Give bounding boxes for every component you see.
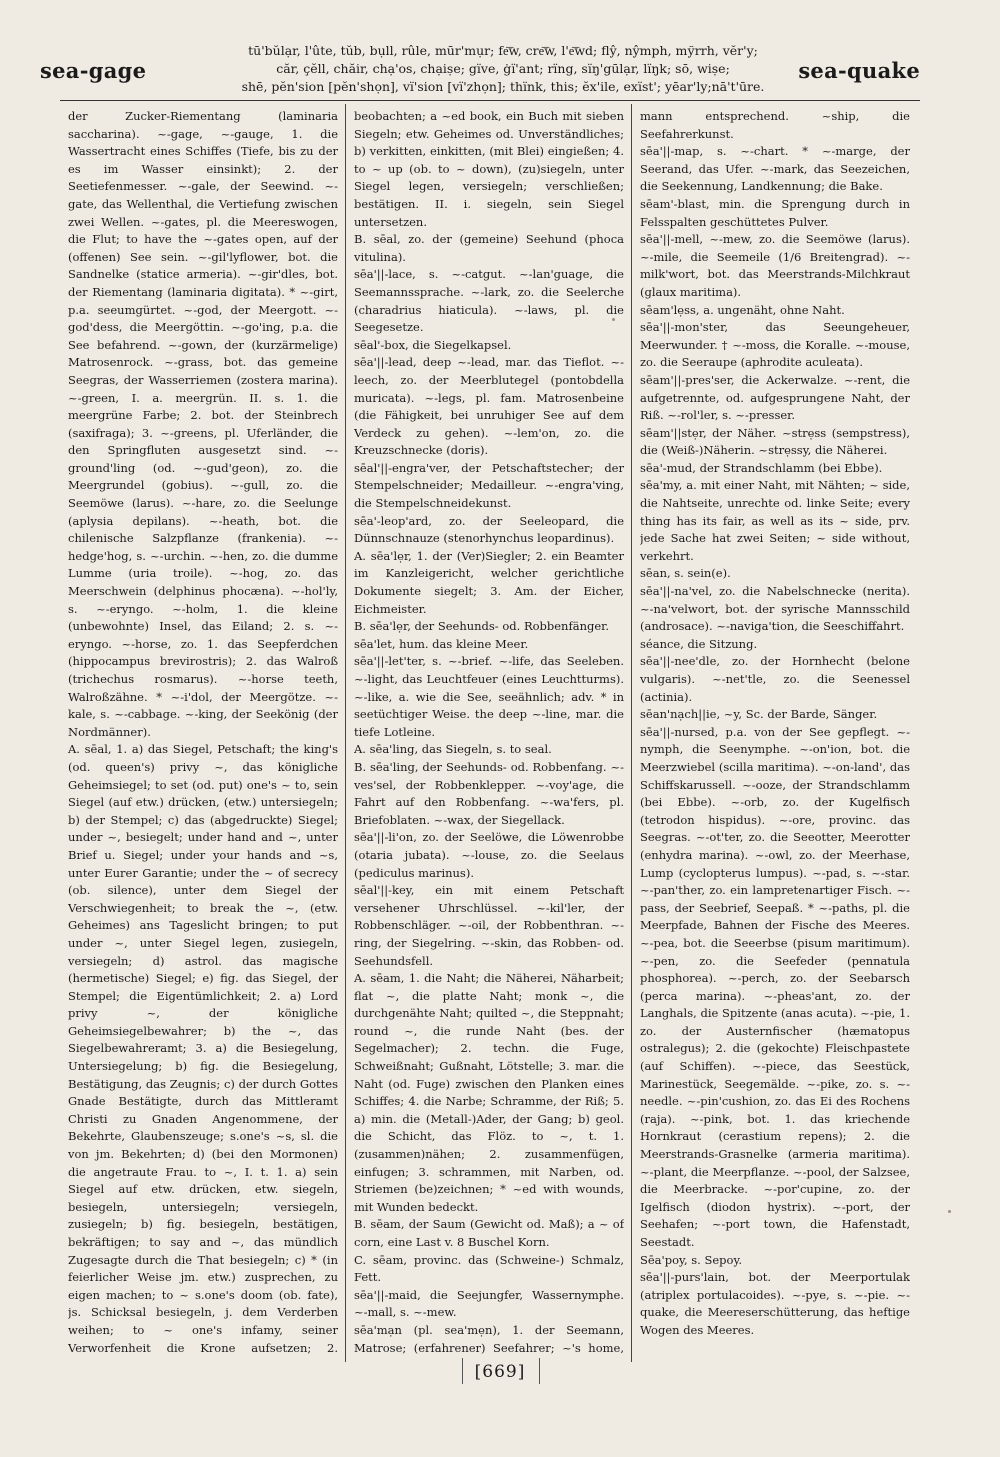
dictionary-entry: sēa'||-map, s. ~-chart. * ~-marge, der Seerand, das Ufer. ~-mark, das Seezeichen, die Seekennung, Landkennung; die Bake. [640, 144, 910, 194]
dictionary-entry: mann entsprechend. ~ship, die Seefahrerkunst. [640, 109, 910, 141]
dictionary-entry: sēam'-blast, min. die Sprengung durch in Felsspalten geschüttetes Pulver. [640, 196, 910, 229]
pronunciation-key-line: tū'bŭlạr, l'ûte, tŭb, bụll, rûle, mūr'mụr; fe͞w, cre͞w, l'e͞wd; flŷ, nŷmph, mўrrh, vĕr'y; [248, 43, 758, 58]
dictionary-entry: séance, die Sitzung. [640, 636, 758, 651]
dictionary-entry: sēa'-leop'ard, zo. der Seeleopard, die Dünnschnauze (stenorhynchus leopardinus). [354, 513, 624, 546]
dictionary-entry: sēa'let, hum. das kleine Meer. [354, 636, 529, 651]
dictionary-entry: sēa'||-nursed, p.a. von der See gepflegt. ~-nymph, die Seenymphe. ~-on'ion, bot. die Meerzwiebel (scilla maritima). ~-on-land', das Schiffskarussell. ~-ooze, der Strandschlamm (bei Ebbe). ~-orb, zo. der Kugelfisch (tetrodon hispidus). ~-ore, provinc. das Seegras. ~-ot'ter, zo. die Seeotter, Meerotter (enhydra marina). ~-owl, zo. der Meerhase, Lump (cyclopterus lumpus). ~-pad, s. ~-star. ~-pan'ther, zo. ein lampretenartiger Fisch. ~-pass, der Seebrief, Seepaß. * ~-paths, pl. die Meerpfade, Bahnen der Fische des Meeres. ~-pea, bot. die Seeerbse (pisum maritimum). ~-pen, zo. die Seefeder (pennatula phosphorea). ~-perch, zo. der Seebarsch (perca marina). ~-pheas'ant, zo. der Langhals, die Spitzente (anas acuta). ~-pie, 1. zo. der Austernfischer (hæmatopus ostralegus); 2. die (gekochte) Fleischpastete (auf Schiffen). ~-piece, das Seestück, Marinestück, Seegemälde. ~-pike, zo. s. ~-needle. ~-pin'cushion, zo. das Ei des Rochens (raja). ~-pink, bot. 1. das kriechende Hornkraut (cerastium repens); 2. die Meerstrands-Grasnelke (armeria maritima). ~-plant, die Meerpflanze. ~-pool, der Salzsee, die Meerbracke. ~-por'cupine, zo. der Igelfisch (diodon hystrix). ~-port, der Seehafen; ~-port town, die Hafenstadt, Seestadt. [640, 724, 910, 1249]
column-divider [345, 104, 346, 1362]
dictionary-entry: beobachten; a ~ed book, ein Buch mit sieben Siegeln; etw. Geheimes od. Unverständliches; b) verkitten, einkitten, (mit Blei) eingießen; 4. to ~ up (ob. to ~ down), (zu)siegeln, unter Siegel legen, versiegeln; verschließen; bestätigen. II. i. siegeln, sein Siegel untersetzen. [354, 109, 624, 229]
dictionary-entry: sēa'mạn (pl. sea'mẹn), 1. der Seemann, Matrose; (erfahrener) Seefahrer; ~'s home, [354, 1322, 624, 1355]
dictionary-entry: sēa'||-lace, s. ~-catgut. ~-lan'guage, die Seemannssprache. ~-lark, zo. die Seelerche (charadrius hiaticula). ~-laws, pl. die Seegesetze. [354, 267, 624, 335]
column-middle [354, 108, 624, 1358]
dictionary-entry: sēa'||-lead, deep ~-lead, mar. das Tieflot. ~-leech, zo. der Meerblutegel (pontobdella muricata). ~-legs, pl. fam. Matrosenbeine (die Fähigkeit, bei unruhiger See auf dem Verdeck zu gehen). ~-lem'on, zo. die Kreuzschnecke (doris). [354, 355, 624, 458]
dictionary-entry: sēa'-mud, der Strandschlamm (bei Ebbe). [640, 460, 883, 475]
dictionary-entry: B. sēam, der Saum (Gewicht od. Maß); a ~ of corn, eine Last v. 8 Buschel Korn. [354, 1217, 624, 1249]
dictionary-entry: A. sēam, 1. die Naht; die Näherei, Näharbeit; flat ~, die platte Naht; monk ~, die durchgenähte Naht; quilted ~, die Steppnaht; round ~, die runde Naht (bes. der Segelmacher); 2. techn. die Fuge, Schweißnaht; Gußnaht, Lötstelle; 3. mar. die Naht (od. Fuge) zwischen den Planken eines Schiffes; 4. die Narbe; Schramme, der Riß; 5. a) min. die (Metall-)Ader, der Gang; b) geol. die Schicht, das Flöz. to ~, t. 1. (zusammen)nähen; 2. zusammenfügen, einfugen; 3. schrammen, mit Narben, od. Striemen (be)zeichnen; * ~ed with wounds, mit Wunden bedeckt. [354, 971, 624, 1214]
dictionary-entry: B. sēal, zo. der (gemeine) Seehund (phoca vitulina). [354, 232, 624, 264]
dictionary-entry: sēa'||-na'vel, zo. die Nabelschnecke (nerita). ~-na'velwort, bot. der syrische Mannsschild (androsace). ~-naviga'tion, die Seeschiffahrt. [640, 584, 910, 634]
paper-speck [612, 318, 615, 321]
dictionary-entry: der Zucker-Riementang (laminaria saccharina). ~-gage, ~-gauge, 1. die Wassertracht eines Schiffes (Tiefe, bis zu der es im Wasser einsinkt); 2. der Seetiefenmesser. ~-gale, der Seewind. ~-gate, das Wellenthal, die Vertiefung zwischen zwei Wellen. ~-gates, pl. die Meereswogen, die Flut; to have the ~-gates open, auf der (offenen) See sein. ~-gil'lyflower, bot. die Sandnelke (statice armeria). ~-gir'dles, bot. der Riementang (laminaria digitata). * ~-girt, p.a. seeumgürtet. ~-god, der Meergott. ~-god'dess, die Meergöttin. ~-go'ing, p.a. die See befahrend. ~-gown, der (kurzärmelige) Matrosenrock. ~-grass, bot. das gemeine Seegras, der Wasserriemen (zostera marina). ~-green, I. a. meergrün. II. s. 1. die meergrüne Farbe; 2. bot. der Steinbrech (saxifraga); 3. ~-greens, pl. Uferländer, die den Springfluten ausgesetzt sind. ~-ground'ling (od. ~-gud'geon), zo. die Meergrundel (gobius). ~-gull, zo. die Seemöwe (larus). ~-hare, zo. die Seelunge (aplysia depilans). ~-heath, bot. die chilenische Salzpflanze (frankenia). ~-hedge'hog, s. ~-urchin. ~-hen, zo. die dumme Lumme (uria troile). ~-hog, zo. das Meerschwein (delphinus phocæna). ~-hol'ly, s. ~-eryngo. ~-holm, 1. die kleine (unbewohnte) Insel, das Eiland; 2. s. ~-eryngo. ~-horse, zo. 1. das Seepferdchen (hippocampus brevirostris); 2. das Walroß (trichechus rosmarus). ~-horse teeth, Walroßzähne. * ~-i'dol, der Meergötze. ~-kale, s. ~-cabbage. ~-king, der Seekönig (der Nordmänner). [68, 109, 338, 739]
dictionary-entry: sēa'||-mell, ~-mew, zo. die Seemöwe (larus). ~-mile, die Seemeile (1/6 Breitengrad). ~-milk'wort, bot. das Meerstrands-Milchkraut (glaux maritima). [640, 232, 910, 299]
page-number: [669] [474, 1362, 526, 1382]
dictionary-entry: B. sēa'lẹr, der Seehunds- od. Robbenfänger. [354, 619, 610, 634]
dictionary-entry: sēa'||-let'ter, s. ~-brief. ~-life, das Seeleben. ~-light, das Leuchtfeuer (eines Leuchtturms). ~-like, a. wie die See, seeähnlich; adv. * in seetüchtiger Weise. the deep ~-line, mar. die tiefe Lotleine. [354, 654, 624, 739]
dictionary-entry: sēam'||-pres'ser, die Ackerwalze. ~-rent, die aufgetrennte, od. aufgesprungene Naht, der Riß. ~-rol'ler, s. ~-presser. [640, 372, 910, 423]
guide-word-right: sea-quake [798, 58, 920, 83]
dictionary-entry: A. sēal, 1. a) das Siegel, Petschaft; the king's (od. queen's) privy ~, das königliche Geheimsiegel; to set (od. put) one's ~ to, sein Siegel (auf etw.) drücken, (etw.) untersiegeln; b) der Stempel; c) das (abgedruckte) Siegel; under ~, besiegelt; under hand and ~, unter Brief u. Siegel; under your hands and ~s, unter Eurer Garantie; under the ~ of secrecy (ob. silence), unter dem Siegel der Verschwiegenheit; to break the ~, (etw. Geheimes) ans Tageslicht bringen; to put under ~, unter Siegel legen, zusiegeln, versiegeln; d) astrol. das magische (hermetische) Siegel; e) fig. das Siegel, der Stempel; die Eigentümlichkeit; 2. a) Lord privy ~, der königliche Geheimsiegelbewahrer; b) the ~, das Siegelbewahreramt; 3. a) die Besiegelung, Untersiegelung; b) fig. die Besiegelung, Bestätigung, das Zeugnis; c) der durch Gottes Gnade Bestätigte, durch das Mittleramt Christi zu Gnaden Angenommene, der Bekehrte, Glaubenszeuge; s.one's ~s, sl. die von jm. Bekehrten; d) (bei den Mormonen) die angetraute Frau. to ~, I. t. 1. a) sein Siegel auf etw. drücken, etw. siegeln, besiegeln, untersiegeln; versiegeln, zusiegeln; b) fig. besiegeln, bestätigen, bekräftigen; to say and ~, das mündlich Zugesagte durch die That besiegeln; c) * (in feierlicher Weise jm. etw.) zusprechen, zu eigen machen; to ~ s.one's doom (ob. fate), js. Schicksal besiegeln, j. dem Verderben weihen; to ~ one's infamy, seiner Verworfenheit die Krone aufsetzen; 2. [68, 742, 338, 1355]
pronunciation-key [208, 42, 798, 96]
paper-speck [948, 1210, 951, 1213]
dictionary-entry: Sēa'poy, s. Sepoy. [640, 1252, 743, 1267]
dictionary-entry: A. sēa'lẹr, 1. der (Ver)Siegler; 2. ein Beamter im Kanzleigericht, welcher gerichtliche Dokumente siegelt; 3. Am. der Eicher, Eichmeister. [354, 548, 624, 616]
pronunciation-key-line: căr, çĕll, chăir, chạ'os, chạiṣe; gїve, ġї'ant; rїng, sїŋ'gūlạr, lїŋk; sō, wiṣe; [276, 61, 730, 76]
dictionary-entry: sēa'||-maid, die Seejungfer, Wassernymphe. ~-mall, s. ~-mew. [354, 1287, 624, 1320]
dictionary-entry: sēa'my, a. mit einer Naht, mit Nähten; ~ side, die Nahtseite, unrechte od. linke Seite; every thing has its fair, as well as its ~ side, prv. jede Sache hat zwei Seiten; ~ side without, verkehrt. [640, 478, 910, 563]
dictionary-entry: sēa'||-li'on, zo. der Seelöwe, die Löwenrobbe (otaria jubata). ~-louse, zo. die Seelaus (pediculus marinus). [354, 830, 624, 880]
dictionary-entry: sēa'||-nee'dle, zo. der Hornhecht (belone vulgaris). ~-net'tle, zo. die Seenessel (actinia). [640, 654, 910, 704]
dictionary-entry: sēal'||-engra'ver, der Petschaftstecher; der Stempelschneider; Medailleur. ~-engra'ving, die Stempelschneidekunst. [354, 460, 624, 511]
dictionary-entry: sēal'||-key, ein mit einem Petschaft versehener Uhrschlüssel. ~-kil'ler, der Robbenschläger. ~-oil, der Robbenthran. ~-ring, der Siegelring. ~-skin, das Robben- od. Seehundsfell. [354, 883, 624, 968]
dictionary-entry: sēa'||-mon'ster, das Seeungeheuer, Meerwunder. † ~-moss, die Koralle. ~-mouse, zo. die Seeraupe (aphrodite aculeata). [640, 320, 910, 370]
dictionary-entry: sēam'lẹss, a. ungenäht, ohne Naht. [640, 302, 845, 317]
dictionary-entry: B. sēa'ling, der Seehunds- od. Robbenfang. ~-ves'sel, der Robbenklepper. ~-voy'age, die Fahrt auf den Robbenfang. ~-wa'fers, pl. Briefoblaten. ~-wax, der Siegellack. [354, 759, 624, 827]
column-left [68, 108, 338, 1358]
dictionary-entry: A. sēa'ling, das Siegeln, s. to seal. [354, 742, 552, 757]
pronunciation-key-line: shē, pĕn'sion [pĕn'shọn], vї'sion [vї'zhọn]; thїnk, this; ĕx'ile, exїst'; yēar'ly;nā't'ūre. [241, 79, 765, 94]
dictionary-entry: sēa'||-purs'lain, bot. der Meerportulak (atriplex portulacoides). ~-pye, s. ~-pie. ~-quake, die Meereserschütterung, das heftige Wogen des Meeres. [640, 1270, 910, 1337]
dictionary-entry: C. sēam, provinc. das (Schweine-) Schmalz, Fett. [354, 1252, 624, 1285]
dictionary-entry: sēam'||stẹr, der Näher. ~strẹss (sempstress), die (Weiß-)Näherin. ~strẹssy, die Näherei. [640, 425, 910, 458]
dictionary-entry: sēan'nạch||ie, ~y, Sc. der Barde, Sänger. [640, 707, 878, 722]
header-rule [60, 100, 920, 101]
dictionary-entry: sēal'-box, die Siegelkapsel. [354, 337, 512, 352]
column-right [640, 108, 910, 1358]
dictionary-entry: sēan, s. sein(e). [640, 566, 731, 581]
guide-word-left: sea-gage [40, 58, 147, 83]
column-divider [631, 104, 632, 1362]
